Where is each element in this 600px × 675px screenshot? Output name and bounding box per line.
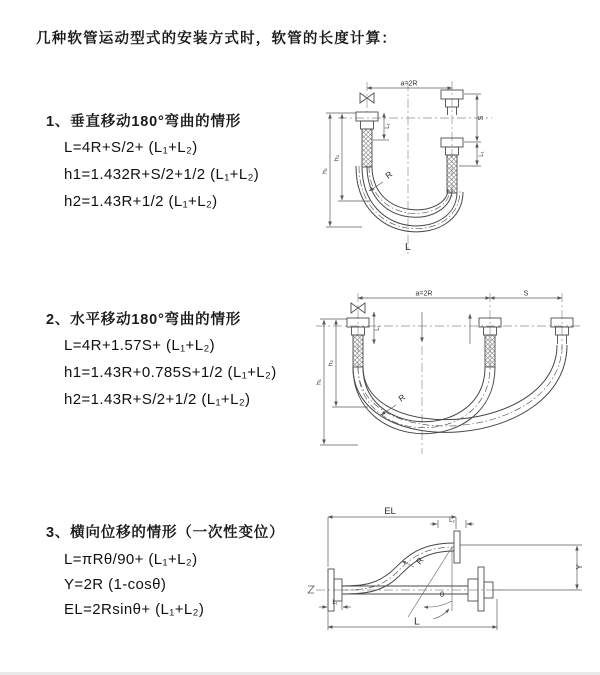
dim-label-travel: S xyxy=(478,115,485,121)
section-3-formula-el: EL=2Rsinθ+ (L₁+L₂) xyxy=(64,601,205,618)
braided-hose-section xyxy=(362,129,372,167)
dim-label-span: a=2R xyxy=(400,80,418,88)
dim-label-fit-right: L₂ xyxy=(449,518,455,524)
dim-label-span: a=2R xyxy=(415,290,433,298)
section-3-formula-y: Y=2R (1-cosθ) xyxy=(64,576,167,593)
dim-label-fit-left: L₁ xyxy=(385,123,391,129)
dim-label-el: EL xyxy=(384,506,396,517)
dim-label-offset: Y xyxy=(575,564,584,570)
page-title: 几种软管运动型式的安装方式时，软管的长度计算： xyxy=(36,31,398,47)
dim-label-radius: R xyxy=(383,168,395,181)
section-2-formula-l: L=4R+1.57S+ (L₁+L₂) xyxy=(64,337,216,354)
dim-label-length: L xyxy=(414,615,420,628)
dim-label-radius: R xyxy=(413,555,426,567)
section-3-heading: 3、横向位移的情形（一次性变位） xyxy=(46,525,285,541)
dim-label-travel: S xyxy=(523,290,529,298)
dim-label-h2: h₂ xyxy=(327,359,335,367)
braided-hose-section xyxy=(353,335,363,367)
centerlines xyxy=(338,81,492,254)
dim-label-fit-right: L₁ xyxy=(479,151,485,157)
diagram-lateral-displacement xyxy=(302,503,598,645)
dim-label-h1: h₁ xyxy=(321,168,329,174)
section-1-formula-h1: h1=1.432R+S/2+1/2 (L₁+L₂) xyxy=(64,166,260,183)
section-2-heading: 2、水平移动180°弯曲的情形 xyxy=(46,312,242,328)
dimensions xyxy=(320,298,562,445)
diagram-vertical-180-bend xyxy=(312,76,598,260)
section-1-formula-l: L=4R+S/2+ (L₁+L₂) xyxy=(64,139,198,156)
section-2-formula-h1: h1=1.43R+0.785S+1/2 (L₁+L₂) xyxy=(64,364,277,381)
dim-label-radius: R xyxy=(396,391,408,404)
angle-construction xyxy=(402,547,452,619)
braided-hose-section xyxy=(485,335,495,367)
dim-label-h1: h₁ xyxy=(315,379,323,385)
dimensions xyxy=(326,88,481,227)
displaced-flange-fitting xyxy=(454,531,460,563)
dim-label-fit-left: L₁ xyxy=(332,600,338,606)
middle-pipe-fitting xyxy=(479,318,501,367)
right-flange-fitting xyxy=(468,567,493,611)
dim-label-length: L xyxy=(405,241,411,253)
section-1-heading: 1、垂直移动180°弯曲的情形 xyxy=(46,114,242,130)
diagram-horizontal-180-bend xyxy=(310,288,600,460)
dim-label-h2: h₂ xyxy=(333,154,341,162)
braided-hose-section xyxy=(447,155,457,193)
section-2-formula-h2: h2=1.43R+S/2+1/2 (L₁+L₂) xyxy=(64,391,251,408)
dimensions xyxy=(319,517,582,630)
section-3-formula-l: L=πRθ/90+ (L₁+L₂) xyxy=(64,551,198,568)
section-1-formula-h2: h2=1.43R+1/2 (L₁+L₂) xyxy=(64,193,218,210)
centerline-symbol xyxy=(308,586,314,593)
dim-label-fit-left: L₁ xyxy=(375,325,381,331)
dim-label-angle: θ xyxy=(439,590,445,599)
hose-u-bend xyxy=(353,345,567,434)
